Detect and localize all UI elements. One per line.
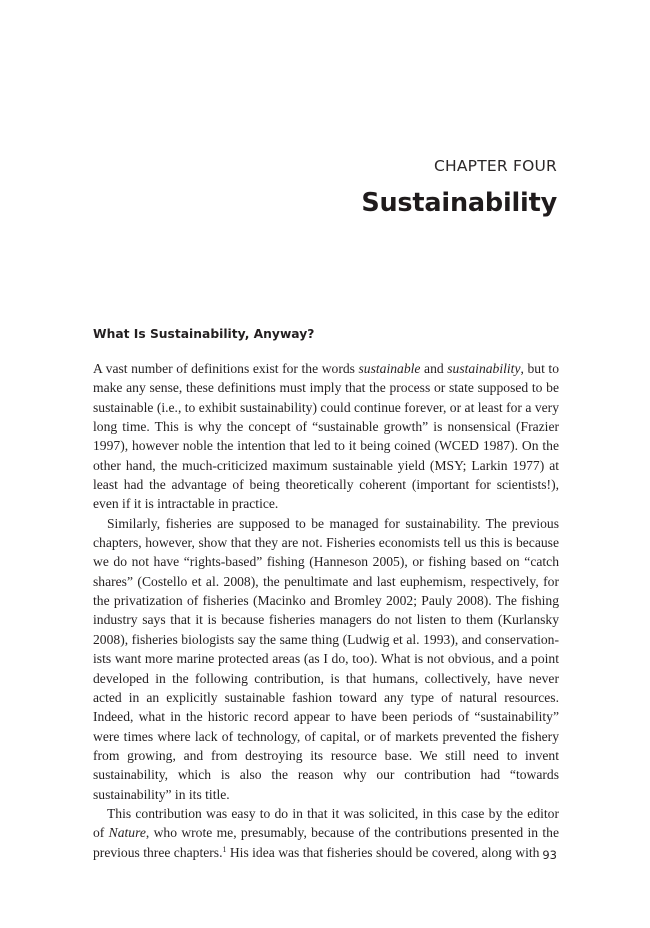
paragraph-1-emphasis-2: sustainability (447, 361, 521, 376)
page-number: 93 (542, 848, 557, 862)
paragraph-3-part-b: , who wrote me, presumably, because of the contributions presented in the previous three chapters. (93, 825, 559, 860)
paragraph-1-part-b: and (420, 361, 448, 376)
paragraph-1-emphasis-1: sustainable (358, 361, 421, 376)
paragraph-3-emphasis: Nature (108, 825, 146, 841)
paragraph-3 (93, 804, 559, 862)
footnote-marker[interactable]: 1 (222, 844, 227, 854)
paragraph-1 (93, 359, 559, 514)
paragraph-1-part-c: , but to make any sense, these definitions must imply that the process or state supposed to be sustainable (i.e., to exhibit sustainability) could continue forever, or at least for a very long time. This is why the concept of “sustainable growth” is nonsensical (Frazier 1997), however noble the intention that led to it being coined (WCED 1987). On the other hand, the much-criticized maximum sustainable yield (MSY; Larkin 1977) at least had the advantage of being theoretically coherent (important for scientists!), even if it is intractable in practice. (93, 361, 559, 512)
section-heading: What Is Sustainability, Anyway? (93, 327, 315, 341)
paragraph-1-part-a: A vast number of definitions exist for the words (93, 361, 359, 376)
paragraph-3-part-a: This contribution was easy to do in that it was solicited, in this case by the editor of (93, 805, 559, 841)
chapter-label: CHAPTER FOUR (433, 157, 557, 175)
paragraph-3-part-c: His idea was that fisheries should be covered, along with (226, 844, 540, 860)
paragraph-2: Similarly, fisheries are supposed to be managed for sustainability. The previous chapters, however, show that they are not. Fisheries economists tell us this is because we do not have “rights-based” fishing (Hanneson 2005), or fishing based on “catch shares” (Costello et al. 2008), the penultimate and last euphemism, respectively, for the privatization of fisheries (Macinko and Bromley 2002; Pauly 2008). The fishing industry says that it is because fisheries managers do not listen to them (Kurlansky 2008), fisheries biologists say the same thing (Ludwig et al. 1993), and conservation-ists want more marine protected areas (as I do, too). What is not obvious, and a point developed in the following contribution, is that humans, collectively, have never acted in an explicitly sustainable fashion toward any type of natural resources. Indeed, what in the historic record appear to have been periods of “sustainability” were times where lack of technology, of capital, or of markets prevented the fishery from growing, and from destroying its resource base. We still need to invent sustainability, which is also the reason why our contribution had “towards sustainability” in its title. (93, 515, 559, 802)
body-text (93, 359, 559, 862)
chapter-title: Sustainability (361, 188, 557, 218)
